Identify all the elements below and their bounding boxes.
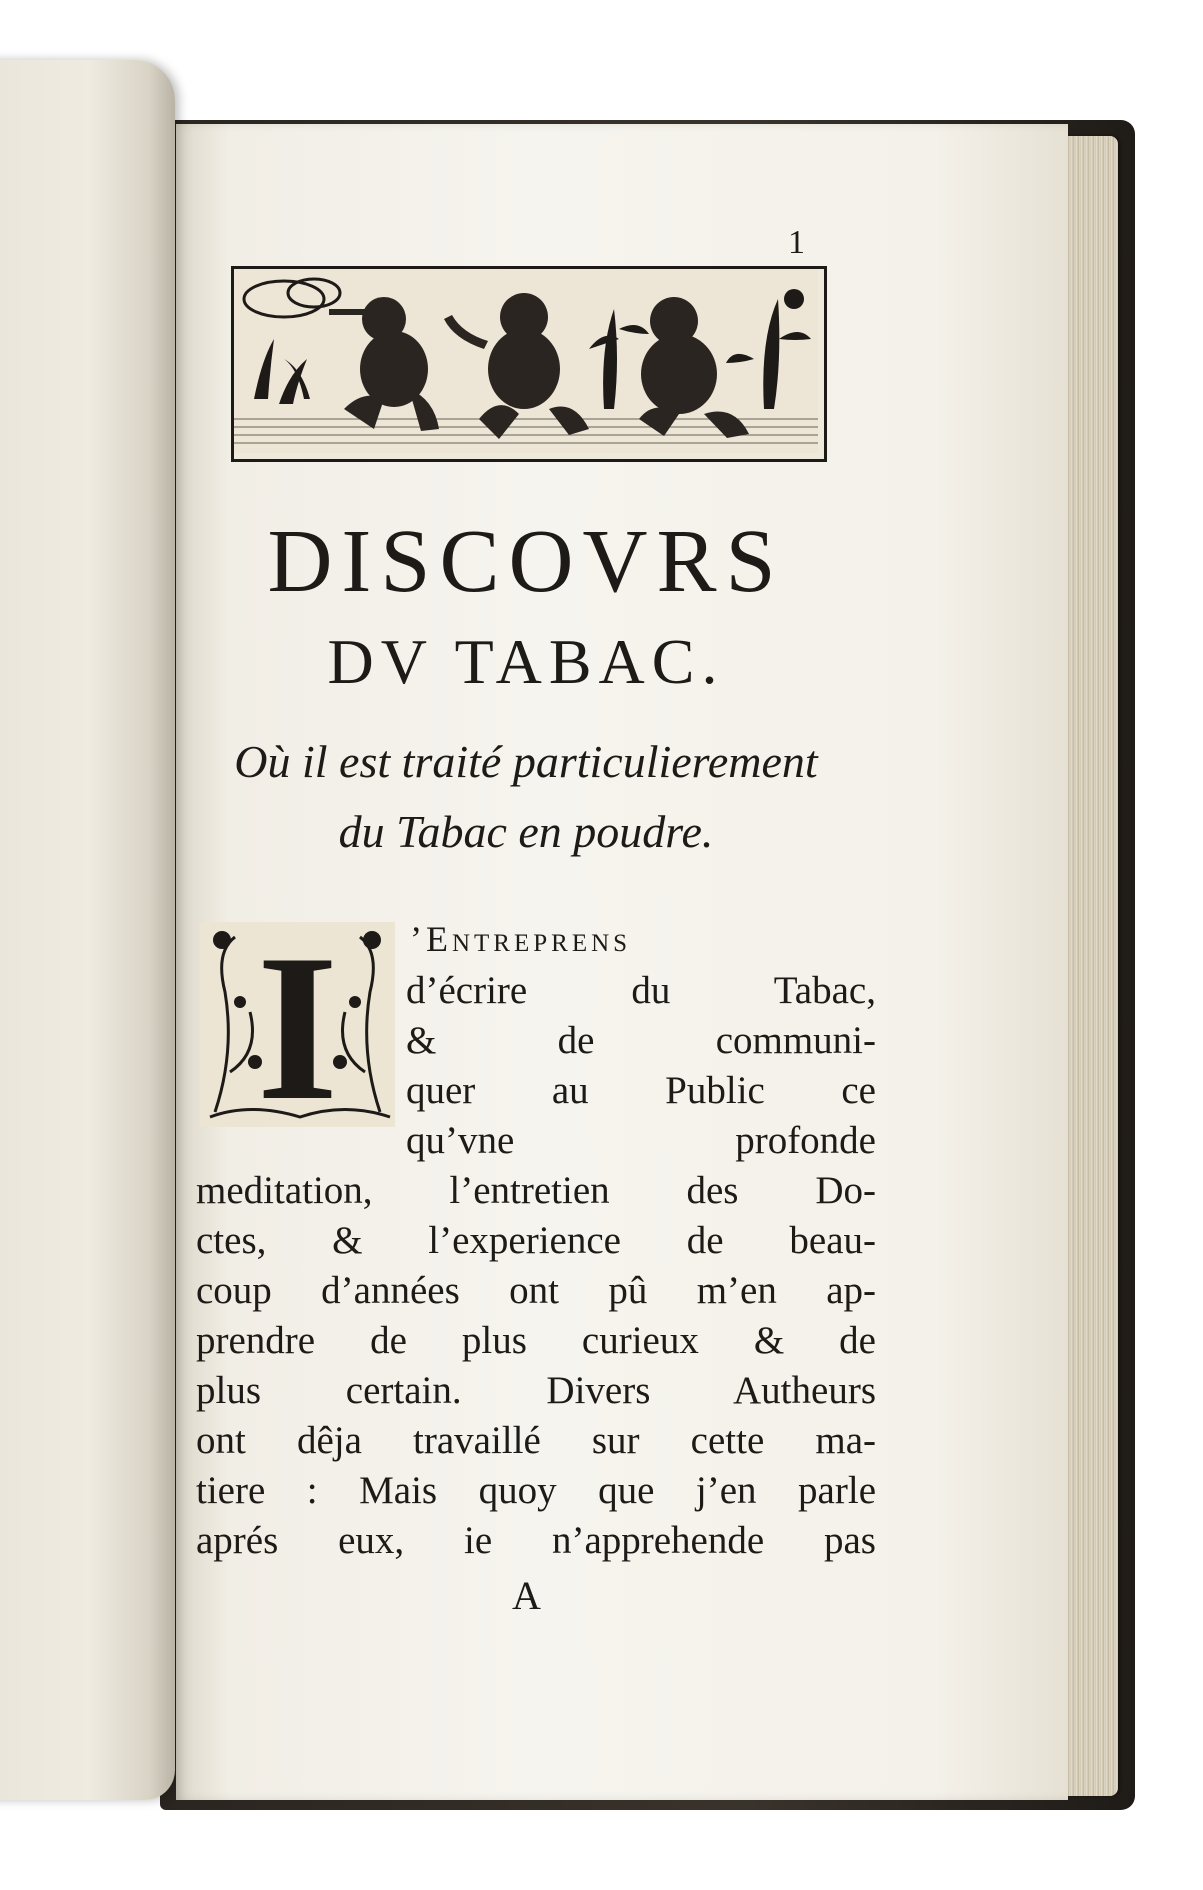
- body-line-11: ont dêja travaillé sur cette ma-: [196, 1419, 876, 1462]
- body-line-8: coup d’années ont pû m’en ap-: [196, 1269, 876, 1312]
- body-line-4: quer au Public ce: [406, 1069, 876, 1112]
- italic-heading-line-1: Où il est traité particulierement: [234, 736, 818, 787]
- body-line-7: ctes, & l’experience de beau-: [196, 1219, 876, 1262]
- body-line-5: qu’vne profonde: [406, 1119, 876, 1162]
- signature-mark: A: [512, 1573, 541, 1618]
- page-number: 1: [788, 224, 805, 261]
- body-line-2: d’écrire du Tabac,: [406, 969, 876, 1012]
- floral-initial-icon: [200, 912, 395, 1144]
- body-line-12: tiere : Mais quoy que j’en parle: [196, 1469, 876, 1512]
- initial-letter: I: [256, 912, 339, 1144]
- body-line-6: meditation, l’entretien des Do-: [196, 1169, 876, 1212]
- page-subtitle: DV TABAC.: [327, 626, 725, 697]
- woodcut-headpiece-icon: [231, 266, 827, 462]
- page-edges: [1060, 136, 1118, 1796]
- italic-heading-line-2: du Tabac en poudre.: [338, 806, 714, 857]
- right-page: [176, 124, 1068, 1800]
- body-line-3: & de communi-: [406, 1019, 876, 1062]
- body-line-9: prendre de plus curieux & de: [196, 1319, 876, 1362]
- body-line-10: plus certain. Divers Autheurs: [196, 1369, 876, 1412]
- left-page: [0, 60, 175, 1800]
- body-line-13: aprés eux, ie n’apprehende pas: [196, 1519, 876, 1562]
- page-title: DISCOVRS: [267, 512, 785, 611]
- left-page-bleed-through: [0, 260, 175, 310]
- body-line-1: ’Entreprens: [410, 919, 632, 959]
